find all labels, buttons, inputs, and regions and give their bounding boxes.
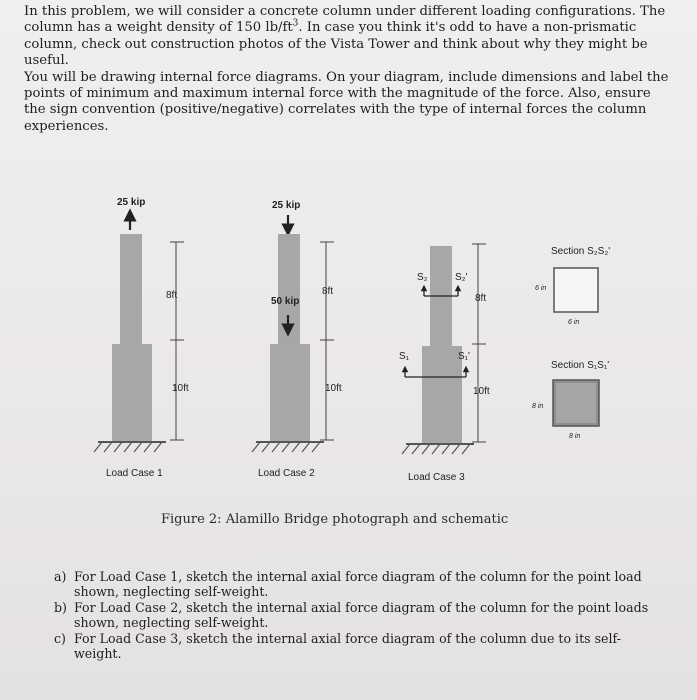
section-s2-side: 6 in: [535, 285, 547, 292]
case2-top-load-label: 25 kip: [272, 200, 301, 211]
section-s1-bottom: 8 in: [569, 433, 581, 440]
question-a: a) For Load Case 1, sketch the internal axial force diagram of the column for the point load shown, neglecting self-weight.: [54, 569, 642, 599]
intro-text: [24, 4, 674, 135]
case2-lower-column: [270, 344, 310, 442]
section-s2-title: Section S₂S₂': [551, 246, 611, 257]
section-s1-title: Section S₁S₁': [551, 360, 610, 371]
case3-label: Load Case 3: [408, 472, 465, 483]
intro-paragraph-1: In this problem, we will consider a concrete column under different loading configurations. The column has a weight density of 150 $lb/ft^3$. In case you think it's odd to have a non-prismatic column, check out construction photos of the Vista Tower and think about why they might be useful.: [24, 4, 666, 69]
case3-s1-label: S₁: [399, 351, 410, 362]
case3-s2-label: S₂: [417, 272, 428, 283]
question-list: [52, 569, 652, 662]
case3-hatch: [402, 444, 470, 454]
case3-upper-dim: 8ft: [475, 293, 487, 304]
figure-caption: Figure 2: Alamillo Bridge photograph and schematic: [161, 512, 509, 527]
load-case-1: [94, 197, 189, 479]
case1-label: Load Case 1: [106, 468, 163, 479]
section-s2-square: [554, 268, 598, 312]
case3-s1p-label: S₁': [458, 351, 470, 362]
load-case-3: [399, 244, 490, 483]
case3-lower-dim: 10ft: [473, 386, 490, 397]
case1-upper-dim: 8ft: [166, 290, 178, 301]
case1-load-label: 25 kip: [117, 197, 146, 208]
question-c: c) For Load Case 3, sketch the internal axial force diagram of the column due to its self-weight.: [54, 631, 622, 661]
case2-mid-load-label: 50 kip: [271, 296, 300, 307]
case1-hatch: [94, 442, 162, 452]
case1-lower-column: [112, 344, 152, 442]
case1-lower-dim: 10ft: [172, 383, 189, 394]
intro-paragraph-2: You will be drawing internal force diagrams. On your diagram, include dimensions and label the points of minimum and maximum internal force with the magnitude of the force. Also, ensure the sign convention (positive/negative) correlates with the type of internal forces the column experiences.: [24, 69, 669, 134]
column-schematic: [90, 184, 650, 514]
figure-2: [90, 184, 650, 534]
section-s2-bottom: 6 in: [568, 319, 580, 326]
case3-lower-column: [422, 346, 462, 444]
section-s1-side: 8 in: [532, 403, 544, 410]
case1-upper-column: [120, 234, 142, 344]
case2-upper-dim: 8ft: [322, 286, 334, 297]
question-b: b) For Load Case 2, sketch the internal axial force diagram of the column for the point loads shown, neglecting self-weight.: [54, 600, 649, 630]
case2-hatch: [252, 442, 320, 452]
case2-lower-dim: 10ft: [325, 383, 342, 394]
section-s1: [532, 360, 609, 440]
load-case-2: [252, 200, 342, 479]
section-s2: [535, 246, 610, 326]
case2-label: Load Case 2: [258, 468, 315, 479]
case3-s2p-label: S₂': [455, 272, 468, 283]
